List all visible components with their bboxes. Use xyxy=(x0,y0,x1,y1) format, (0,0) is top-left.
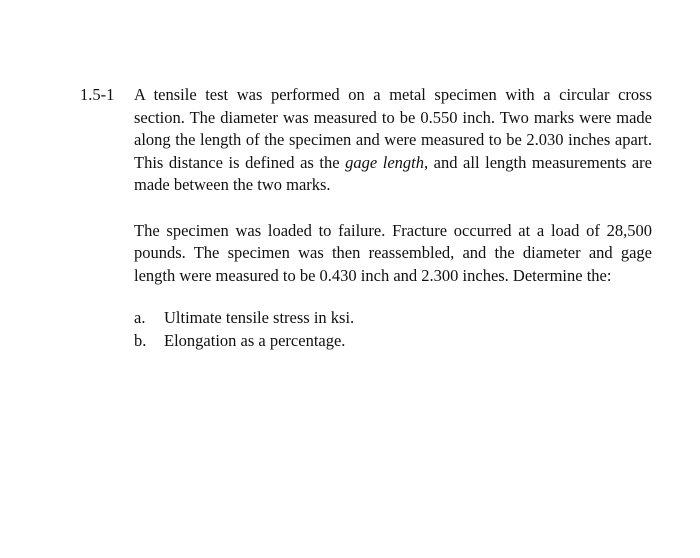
part-b-text: Elongation as a percentage. xyxy=(164,330,346,350)
problem-block xyxy=(80,84,660,352)
gage-length-term: gage length xyxy=(345,152,424,172)
problem-number: 1.5-1 xyxy=(80,85,115,104)
question-parts-list xyxy=(134,307,652,352)
part-a-marker: a. xyxy=(134,308,146,327)
question-part-a xyxy=(134,307,652,330)
part-a-text: Ultimate tensile stress in ksi. xyxy=(164,308,355,327)
problem-paragraph-2: The specimen was loaded to failure. Fracture occurred at a load of 28,500 pounds. The specimen was then reassembled, and the diameter and gage length were measured to be 0.430 inch and 2.300 inches. Determine the: xyxy=(134,220,652,285)
part-b-marker: b. xyxy=(134,330,147,350)
paragraph-1-text-end: , and all length measurements are made between the two marks. xyxy=(134,152,652,194)
problem-body xyxy=(134,84,652,352)
question-part-b xyxy=(134,330,652,353)
paragraph-1-text-start: A tensile test was performed on a metal specimen with a circular cross section. The diameter was measured to be 0.550 inch. Two marks were made along the length of the specimen and were measured to be 2.030 inches apart. This distance is defined as the xyxy=(134,85,652,172)
problem-paragraph-1 xyxy=(134,84,652,197)
